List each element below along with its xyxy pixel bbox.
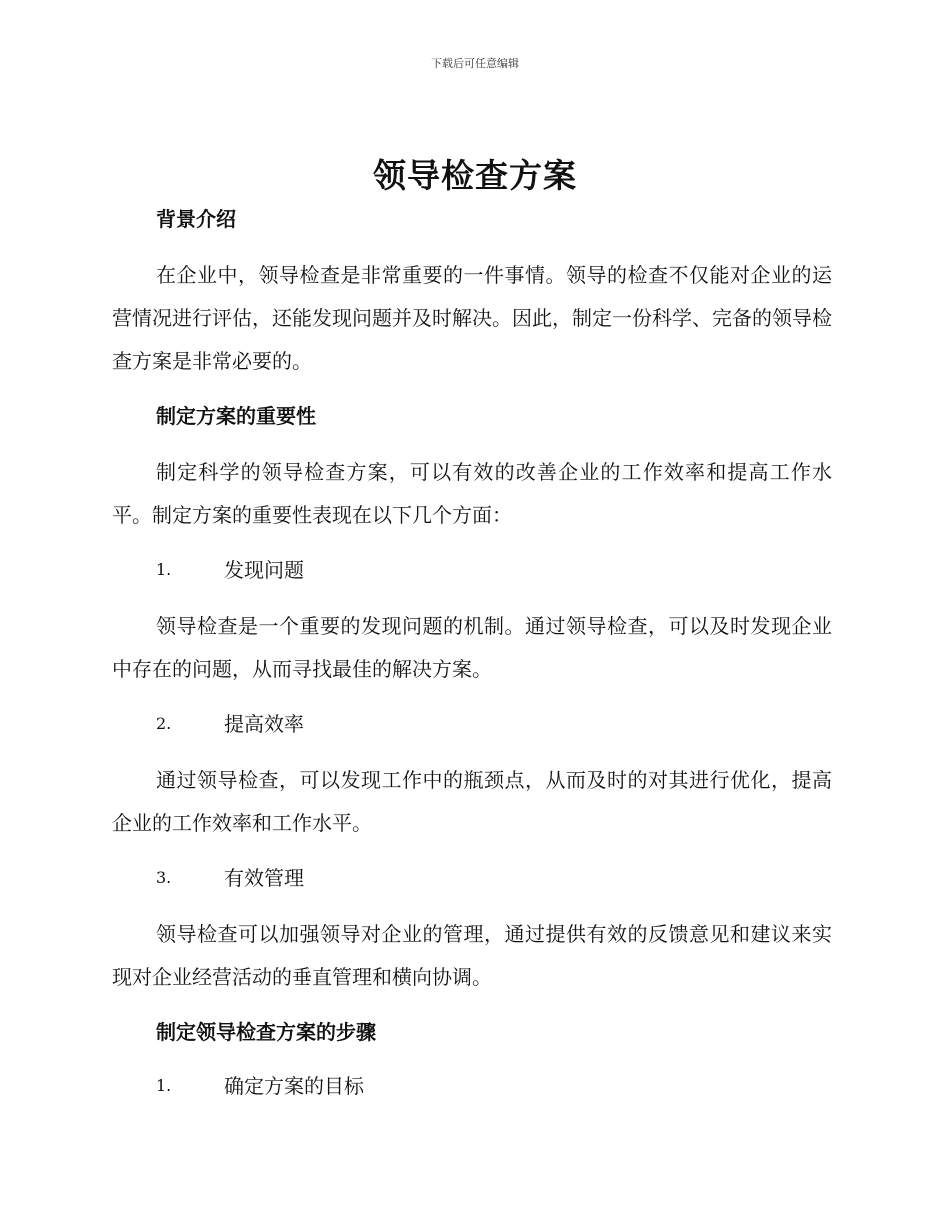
paragraph-item-3: 领导检查可以加强领导对企业的管理，通过提供有效的反馈意见和建议来实现对企业经营活动的垂直管理和横向协调。 [112,922,832,989]
list-label: 发现问题 [224,558,304,582]
list-number: 3. [156,868,172,887]
header-note: 下载后可任意编辑 [431,57,519,70]
section-heading-importance: 制定方案的重要性 [156,404,316,428]
list-item-importance-2 [112,705,832,743]
list-label: 确定方案的目标 [224,1074,364,1098]
paragraph-item-2: 通过领导检查，可以发现工作中的瓶颈点，从而及时的对其进行优化，提高企业的工作效率和工作水平。 [112,768,832,835]
list-item-importance-3 [112,859,832,897]
list-item-steps-1 [112,1067,832,1105]
list-item-importance-1 [112,551,832,589]
paragraph-background: 在企业中，领导检查是非常重要的一件事情。领导的检查不仅能对企业的运营情况进行评估，还能发现问题并及时解决。因此，制定一份科学、完备的领导检查方案是非常必要的。 [112,263,832,373]
section-heading-steps: 制定领导检查方案的步骤 [156,1020,376,1044]
list-number: 1. [156,1076,172,1095]
document-title: 领导检查方案 [373,156,577,195]
list-number: 1. [156,560,172,579]
list-label: 提高效率 [224,712,304,736]
list-number: 2. [156,714,172,733]
section-heading-background: 背景介绍 [156,207,236,231]
paragraph-item-1: 领导检查是一个重要的发现问题的机制。通过领导检查，可以及时发现企业中存在的问题，从而寻找最佳的解决方案。 [112,614,832,681]
list-label: 有效管理 [224,866,304,890]
paragraph-importance: 制定科学的领导检查方案，可以有效的改善企业的工作效率和提高工作水平。制定方案的重要性表现在以下几个方面： [112,460,832,527]
document-body [112,200,832,1105]
